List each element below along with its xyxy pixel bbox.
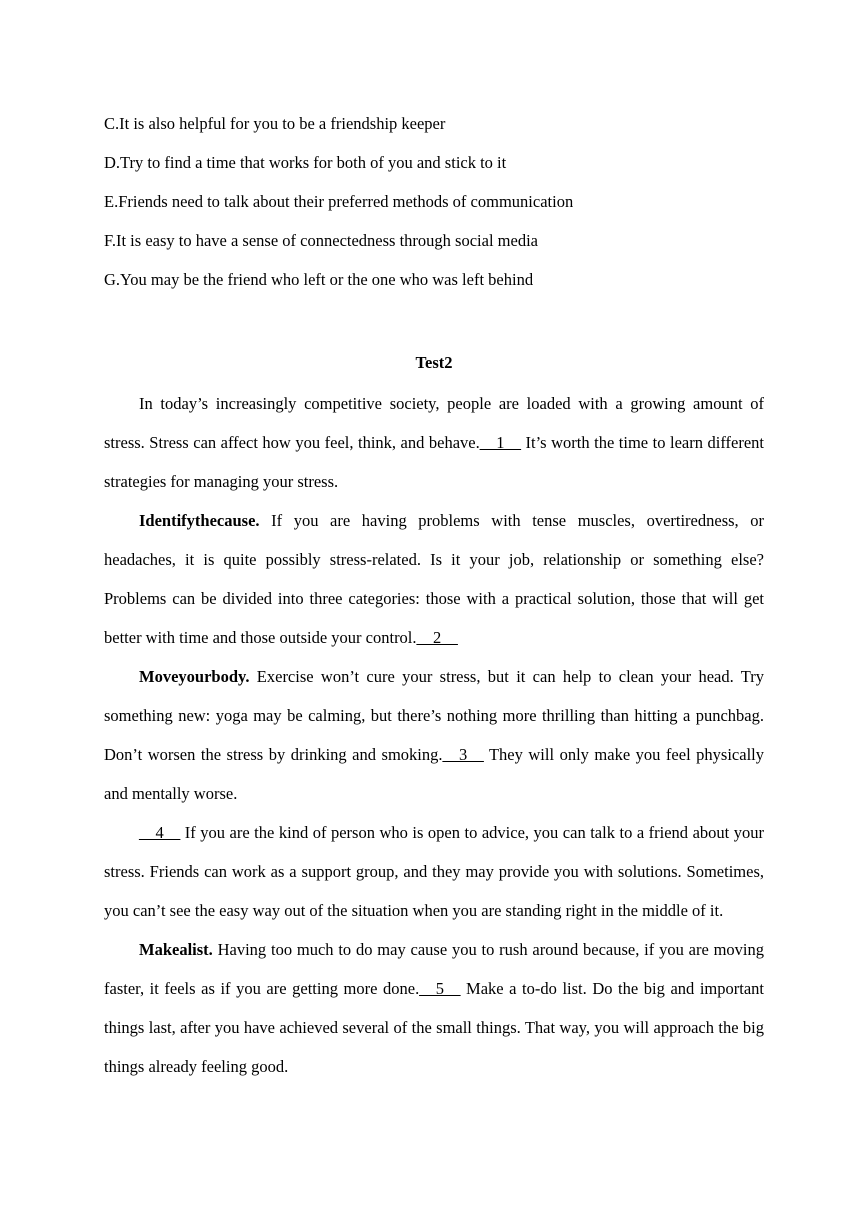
paragraph-text: Having too much to do may cause you to rush around because, if you are moving faster, it feels as if you are getting more done. xyxy=(104,940,764,998)
paragraph-text: If you are the kind of person who is open to advice, you can talk to a friend about your stress. Friends can work as a support group, and they may provide you with solutions. Sometimes, you can’t see the easy way out of the situation when you are standing right in the middle of it. xyxy=(104,823,764,920)
paragraph-text: It’s worth the time to learn different strategies for managing your stress. xyxy=(104,433,764,491)
blank-4: __4__ xyxy=(139,823,181,842)
paragraph-move-body xyxy=(104,657,764,813)
option-g: G.You may be the friend who left or the one who was left behind xyxy=(104,270,534,289)
option-d: D.Try to find a time that works for both of you and stick to it xyxy=(104,153,507,172)
document-page xyxy=(104,110,764,1086)
paragraph-text: They will only make you feel physically and mentally worse. xyxy=(104,745,764,803)
test-title: Test2 xyxy=(415,353,453,372)
paragraph-text: Make a to-do list. Do the big and important things last, after you have achieved several of the small things. That way, you will approach the big things already feeling good. xyxy=(104,979,764,1076)
paragraph-heading: Makealist. xyxy=(139,940,213,959)
paragraph-text: If you are having problems with tense muscles, overtiredness, or headaches, it is quite possibly stress-related. Is it your job, relationship or something else? Problems can be divided into three categories: those with a practical solution, those that will get better with time and those outside your control. xyxy=(104,511,764,647)
option-list xyxy=(104,110,764,305)
paragraph-identify-cause xyxy=(104,501,764,657)
option-e: E.Friends need to talk about their preferred methods of communication xyxy=(104,192,574,211)
paragraph-talk-friend xyxy=(104,813,764,930)
paragraph-make-list xyxy=(104,930,764,1086)
paragraph-text: In today’s increasingly competitive society, people are loaded with a growing amount of stress. Stress can affect how you feel, think, and behave. xyxy=(104,394,764,452)
blank-2: __2__ xyxy=(416,628,458,647)
option-f: F.It is easy to have a sense of connectedness through social media xyxy=(104,231,538,250)
paragraph-intro xyxy=(104,384,764,501)
option-c: C.It is also helpful for you to be a friendship keeper xyxy=(104,114,446,133)
blank-1: __1__ xyxy=(479,433,521,452)
blank-3: __3__ xyxy=(442,745,484,764)
paragraph-text: Exercise won’t cure your stress, but it can help to clean your head. Try something new: yoga may be calming, but there’s nothing more thrilling than hitting a punchbag. Don’t worsen the stress by drinking and smoking. xyxy=(104,667,764,764)
paragraph-heading: Identifythecause. xyxy=(139,511,260,530)
blank-5: __5__ xyxy=(419,979,461,998)
paragraph-heading: Moveyourbody. xyxy=(139,667,250,686)
